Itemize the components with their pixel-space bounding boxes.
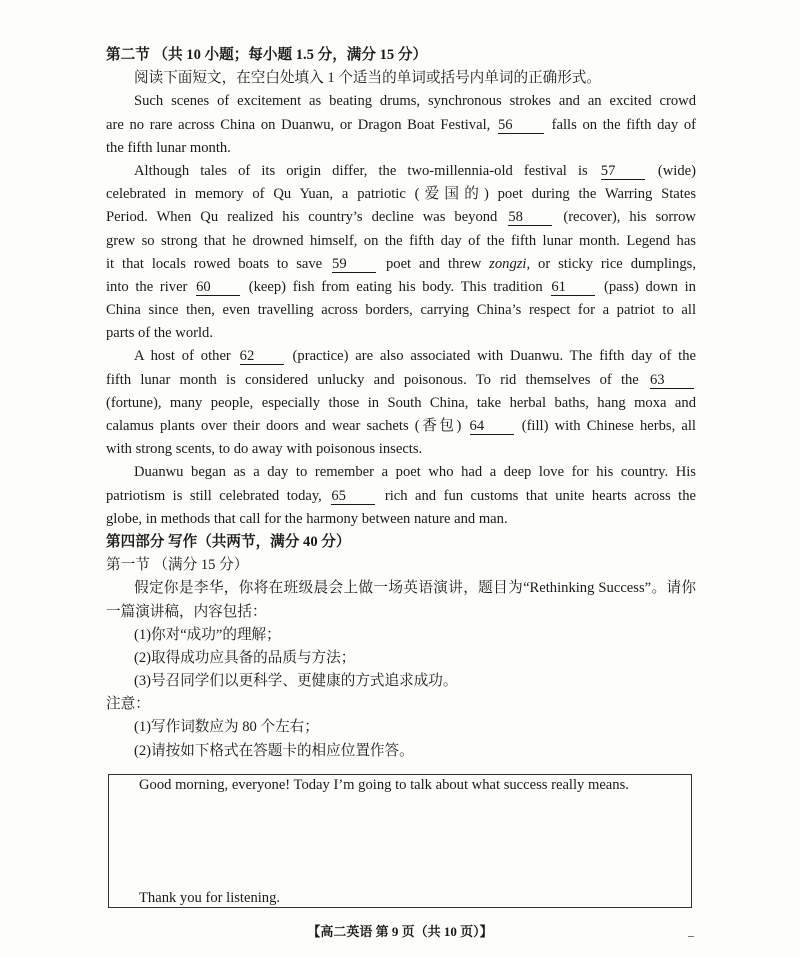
speech-closing: Thank you for listening. — [139, 890, 281, 906]
passage-text: (recover), his sorrow — [563, 209, 696, 226]
passage-line: the fifth lunar month. — [106, 139, 231, 156]
blank-57[interactable]: 57 — [601, 163, 645, 180]
exam-page — [106, 44, 696, 763]
blank-62[interactable]: 62 — [240, 348, 284, 365]
passage-line: grew so strong that he drowned himself, on the fifth day of the fifth lunar month. Legend has — [106, 232, 696, 249]
passage-text: falls on the fifth day of — [551, 116, 696, 133]
passage-italic-term: zongzi — [489, 255, 527, 272]
task-item: (3)号召同学们以更科学、更健康的方式追求成功。 — [134, 673, 458, 690]
passage-line: Such scenes of excitement as beating drums, synchronous strokes and an excited crowd — [134, 93, 696, 110]
task-item: (1)你对“成功”的理解； — [134, 626, 281, 643]
note-item: (2)请按如下格式在答题卡的相应位置作答。 — [134, 742, 414, 759]
passage-line — [106, 415, 696, 438]
passage-line — [106, 369, 696, 392]
passage-text: (practice) are also associated with Duanwu. The fifth day of the — [292, 348, 696, 365]
passage — [106, 90, 696, 531]
passage-line: with strong scents, to do away with poisonous insects. — [106, 441, 423, 458]
note-heading: 注意： — [106, 696, 150, 713]
part4-section1-heading: 第一节 （满分 15 分） — [106, 557, 249, 574]
section2-instruction: 阅读下面短文，在空白处填入 1 个适当的单词或括号内单词的正确形式。 — [134, 70, 602, 87]
passage-text: (wide) — [657, 162, 696, 179]
passage-text: are no rare across China on Duanwu, or Dragon Boat Festival, — [106, 116, 491, 133]
passage-line: Duanwu began as a day to remember a poet who had a deep love for his country. His — [134, 464, 696, 481]
blank-60[interactable]: 60 — [196, 279, 240, 296]
blank-56[interactable]: 56 — [498, 117, 544, 134]
passage-text: Period. When Qu realized his country’s decline was beyond — [106, 209, 498, 226]
passage-line — [106, 206, 696, 229]
passage-text: Although tales of its origin differ, the two-millennia-old festival is — [134, 162, 588, 179]
passage-text: calamus plants over their doors and wear sachets (香包) — [106, 418, 462, 434]
passage-line: globe, in methods that call for the harmony between nature and man. — [106, 510, 508, 527]
task-description: 一篇演讲稿，内容包括： — [106, 603, 267, 620]
answer-box[interactable] — [108, 774, 692, 908]
page-footer: 【高二英语 第 9 页（共 10 页）】 — [307, 924, 493, 939]
blank-58[interactable]: 58 — [508, 209, 552, 226]
passage-text: (fill) with Chinese herbs, all — [521, 418, 696, 434]
passage-text: A host of other — [134, 348, 231, 365]
blank-61[interactable]: 61 — [551, 279, 595, 296]
corner-mark: – — [688, 928, 694, 942]
passage-line: China since then, even travelling across borders, carrying China’s respect for a patriot to all — [106, 302, 696, 319]
section2-heading: 第二节 （共 10 小题；每小题 1.5 分，满分 15 分） — [106, 47, 428, 63]
blank-64[interactable]: 64 — [470, 418, 514, 435]
passage-text: rich and fun customs that unite hearts across the — [384, 487, 696, 504]
passage-line: celebrated in memory of Qu Yuan, a patriotic (爱国的) poet during the Warring States — [106, 186, 696, 203]
passage-line — [106, 160, 696, 183]
passage-text: it that locals rowed boats to save — [106, 255, 323, 272]
speech-opening: Good morning, everyone! Today I’m going to talk about what success really means. — [139, 777, 629, 793]
passage-text: poet and threw — [385, 255, 482, 272]
passage-line — [106, 114, 696, 137]
blank-65[interactable]: 65 — [331, 488, 375, 505]
passage-line — [106, 485, 696, 508]
passage-text: into the river — [106, 278, 188, 295]
part4-heading: 第四部分 写作（共两节，满分 40 分） — [106, 533, 351, 550]
passage-text: patriotism is still celebrated today, — [106, 487, 322, 504]
passage-line: (fortune), many people, especially those in South China, take herbal baths, hang moxa and — [106, 394, 696, 411]
task-item: (2)取得成功应具备的品质与方法； — [134, 649, 356, 666]
passage-line — [106, 253, 696, 276]
passage-line: parts of the world. — [106, 325, 213, 342]
note-item: (1)写作词数应为 80 个左右； — [134, 719, 319, 736]
passage-line — [106, 276, 696, 299]
passage-text: (keep) fish from eating his body. This tradition — [248, 278, 543, 295]
blank-63[interactable]: 63 — [650, 372, 694, 389]
passage-line — [106, 345, 696, 368]
blank-59[interactable]: 59 — [332, 256, 376, 273]
task-description: 假定你是李华，你将在班级晨会上做一场英语演讲，题目为“Rethinking Success”。请你 — [134, 580, 696, 597]
passage-text: (pass) down in — [604, 278, 696, 295]
passage-text: , or sticky rice dumplings, — [526, 255, 696, 272]
passage-text: fifth lunar month is considered unlucky and poisonous. To rid themselves of the — [106, 371, 639, 388]
